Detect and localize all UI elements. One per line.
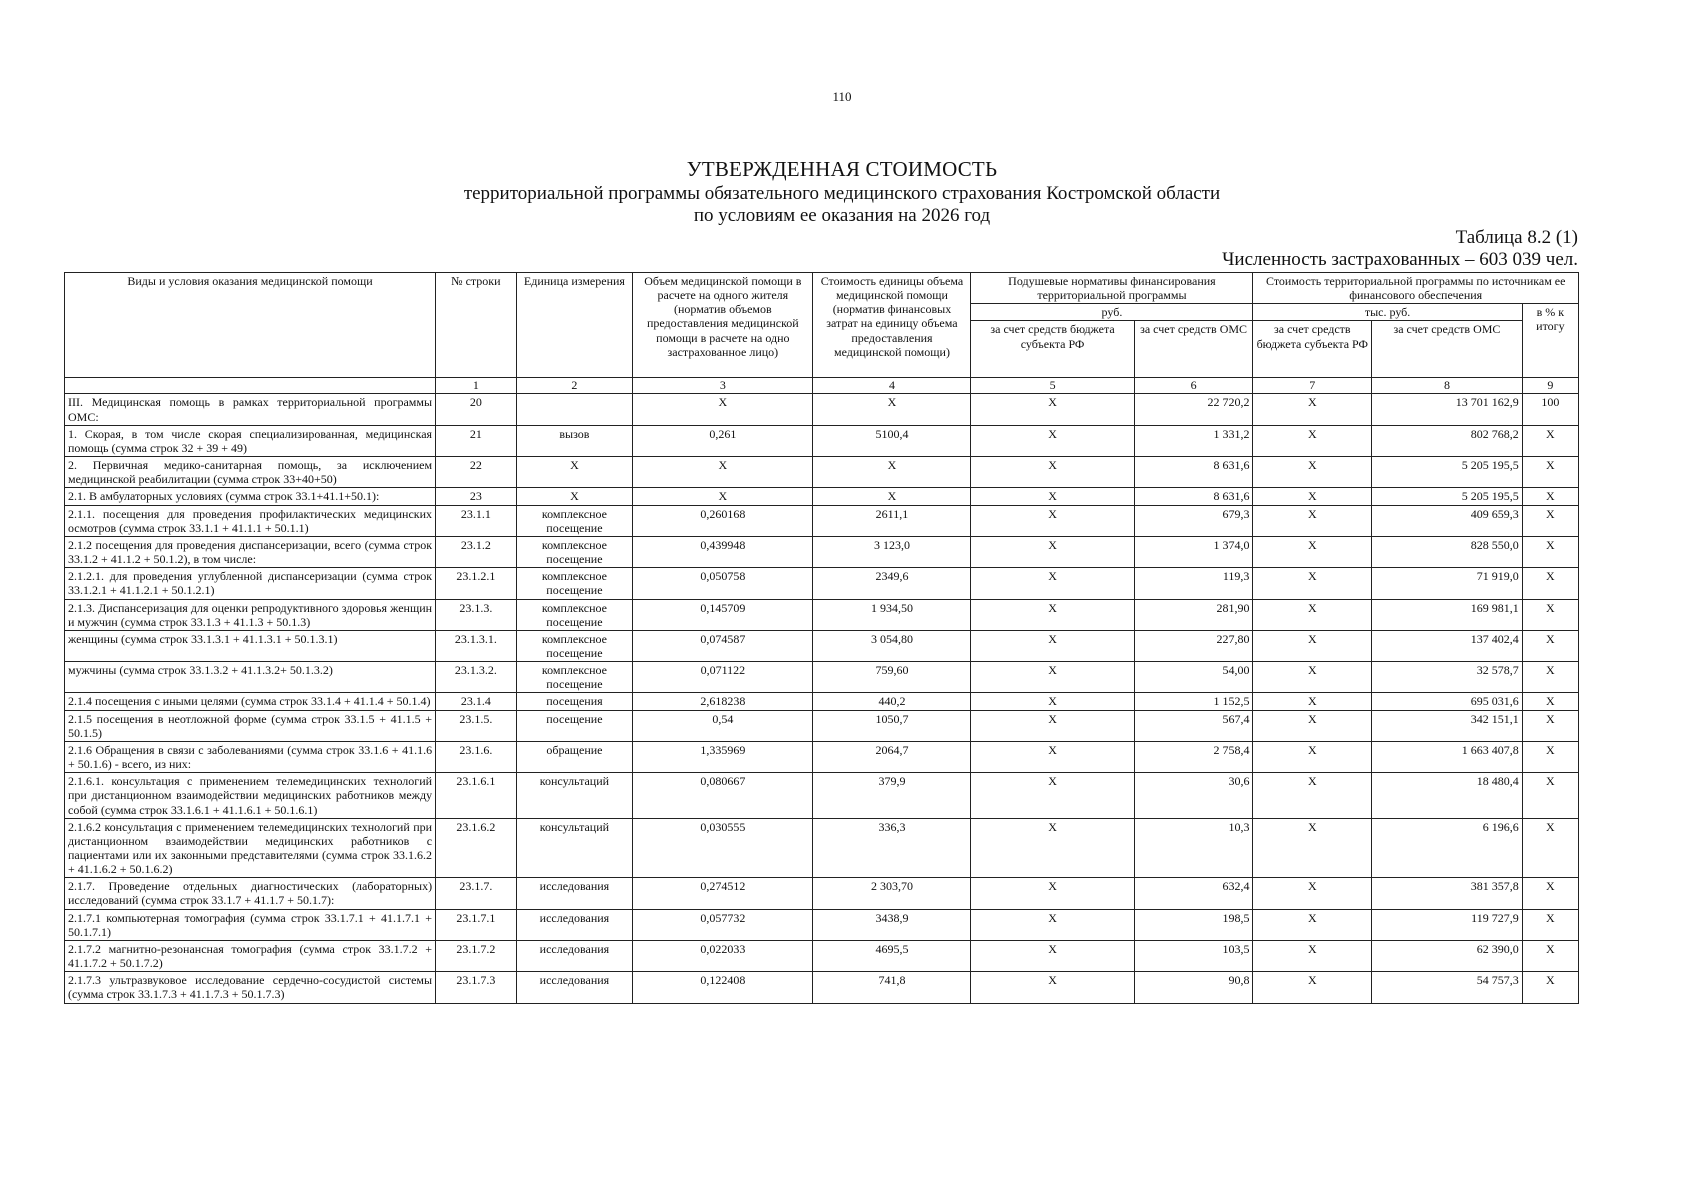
column-number: 3 <box>633 378 813 394</box>
row-pct-total: X <box>1522 630 1578 661</box>
row-budget-per-capita: X <box>971 425 1134 456</box>
row-oms-total: 381 357,8 <box>1372 878 1523 909</box>
header-pct-total: в % к итогу <box>1522 304 1578 378</box>
row-unit: X <box>516 488 633 505</box>
column-number: 1 <box>436 378 517 394</box>
row-budget-per-capita: X <box>971 818 1134 878</box>
row-unit-cost: X <box>813 394 971 425</box>
column-number: 5 <box>971 378 1134 394</box>
row-budget-per-capita: X <box>971 909 1134 940</box>
row-volume: 0,145709 <box>633 599 813 630</box>
row-volume: X <box>633 394 813 425</box>
row-budget-per-capita: X <box>971 773 1134 818</box>
row-pct-total: X <box>1522 878 1578 909</box>
row-name: 2.1.4 посещения с иными целями (сумма строк 33.1.4 + 41.1.4 + 50.1.4) <box>65 693 436 710</box>
row-pct-total: X <box>1522 972 1578 1003</box>
row-name: 2.1.7.2 магнитно-резонансная томография (сумма строк 33.1.7.2 + 41.1.7.2 + 50.1.7.2) <box>65 940 436 971</box>
row-unit-cost: 2611,1 <box>813 505 971 536</box>
row-budget-total: X <box>1253 710 1372 741</box>
row-volume: 0,022033 <box>633 940 813 971</box>
row-number: 23.1.7.1 <box>436 909 517 940</box>
row-budget-total: X <box>1253 630 1372 661</box>
table-row <box>65 710 1579 741</box>
row-oms-total: 6 196,6 <box>1372 818 1523 878</box>
header-oms-total: за счет средств ОМС <box>1372 321 1523 378</box>
row-unit: комплексное посещение <box>516 536 633 567</box>
row-name: 2.1.6.2 консультация с применением телемедицинских технологий при дистанционном взаимодействии медицинских работников с пациентами или их законными представителями (сумма строк 33.1.6.2 + 41.1.6.2 + 50.1.6.2) <box>65 818 436 878</box>
row-oms-per-capita: 8 631,6 <box>1134 488 1253 505</box>
document-subtitle-line1: территориальной программы обязательного медицинского страхования Костромской области <box>463 183 1221 204</box>
row-unit-cost: 2349,6 <box>813 568 971 599</box>
row-number: 22 <box>436 457 517 488</box>
row-budget-total: X <box>1253 693 1372 710</box>
row-number: 23.1.4 <box>436 693 517 710</box>
row-budget-total: X <box>1253 662 1372 693</box>
row-oms-total: 18 480,4 <box>1372 773 1523 818</box>
row-oms-per-capita: 567,4 <box>1134 710 1253 741</box>
row-unit: консультаций <box>516 773 633 818</box>
header-kind: Виды и условия оказания медицинской помощи <box>65 273 436 378</box>
header-row-no: № строки <box>436 273 517 378</box>
row-volume: 0,030555 <box>633 818 813 878</box>
row-name: 2.1.3. Диспансеризация для оценки репродуктивного здоровья женщин и мужчин (сумма строк 33.1.3 + 41.1.3 + 50.1.3) <box>65 599 436 630</box>
row-unit-cost: 2 303,70 <box>813 878 971 909</box>
table-row <box>65 818 1579 878</box>
row-oms-total: 13 701 162,9 <box>1372 394 1523 425</box>
row-pct-total: X <box>1522 773 1578 818</box>
row-number: 23.1.7. <box>436 878 517 909</box>
row-budget-total: X <box>1253 505 1372 536</box>
row-name: 2. Первичная медико-санитарная помощь, за исключением медицинской реабилитации (сумма строк 33+40+50) <box>65 457 436 488</box>
row-unit: посещение <box>516 710 633 741</box>
column-number-row <box>65 378 1579 394</box>
row-pct-total: X <box>1522 741 1578 772</box>
row-volume: X <box>633 488 813 505</box>
row-oms-per-capita: 632,4 <box>1134 878 1253 909</box>
row-oms-total: 828 550,0 <box>1372 536 1523 567</box>
row-budget-total: X <box>1253 940 1372 971</box>
header-unit-thous-rub: тыс. руб. <box>1253 304 1522 321</box>
row-number: 21 <box>436 425 517 456</box>
row-oms-per-capita: 103,5 <box>1134 940 1253 971</box>
row-oms-per-capita: 198,5 <box>1134 909 1253 940</box>
row-budget-per-capita: X <box>971 630 1134 661</box>
row-number: 23.1.7.2 <box>436 940 517 971</box>
row-pct-total: X <box>1522 710 1578 741</box>
row-oms-total: 62 390,0 <box>1372 940 1523 971</box>
row-oms-total: 5 205 195,5 <box>1372 457 1523 488</box>
row-budget-per-capita: X <box>971 693 1134 710</box>
row-budget-per-capita: X <box>971 568 1134 599</box>
row-oms-total: 119 727,9 <box>1372 909 1523 940</box>
row-oms-per-capita: 1 152,5 <box>1134 693 1253 710</box>
row-oms-per-capita: 1 331,2 <box>1134 425 1253 456</box>
row-volume: 2,618238 <box>633 693 813 710</box>
header-cost-unit: Стоимость единицы объема медицинской помощи (норматив финансовых затрат на единицу объема предоставления медицинской помощи) <box>813 273 971 378</box>
table-row <box>65 773 1579 818</box>
row-volume: 0,261 <box>633 425 813 456</box>
row-unit-cost: 336,3 <box>813 818 971 878</box>
row-budget-total: X <box>1253 972 1372 1003</box>
row-volume: 0,122408 <box>633 972 813 1003</box>
header-unit-rub: руб. <box>971 304 1253 321</box>
row-oms-per-capita: 1 374,0 <box>1134 536 1253 567</box>
row-oms-per-capita: 2 758,4 <box>1134 741 1253 772</box>
row-name: 2.1.5 посещения в неотложной форме (сумма строк 33.1.5 + 41.1.5 + 50.1.5) <box>65 710 436 741</box>
row-budget-per-capita: X <box>971 599 1134 630</box>
column-number: 6 <box>1134 378 1253 394</box>
row-budget-per-capita: X <box>971 662 1134 693</box>
row-name: 1. Скорая, в том числе скорая специализированная, медицинская помощь (сумма строк 32 + 39 + 49) <box>65 425 436 456</box>
header-volume: Объем медицинской помощи в расчете на одного жителя (норматив объемов предоставления медицинской помощи в расчете на одно застрахованное лицо) <box>633 273 813 378</box>
header-oms: за счет средств ОМС <box>1134 321 1253 378</box>
row-name: 2.1.7.3 ультразвуковое исследование сердечно-сосудистой системы (сумма строк 33.1.7.3 + 41.1.7.3 + 50.1.7.3) <box>65 972 436 1003</box>
row-budget-per-capita: X <box>971 457 1134 488</box>
column-number-blank <box>65 378 436 394</box>
row-unit: обращение <box>516 741 633 772</box>
document-subtitle-line2: по условиям ее оказания на 2026 год <box>693 205 991 226</box>
row-name: 2.1.6 Обращения в связи с заболеваниями (сумма строк 33.1.6 + 41.1.6 + 50.1.6) - всего, из них: <box>65 741 436 772</box>
table-row <box>65 425 1579 456</box>
row-oms-total: 342 151,1 <box>1372 710 1523 741</box>
row-unit: комплексное посещение <box>516 599 633 630</box>
row-volume: 0,080667 <box>633 773 813 818</box>
row-oms-per-capita: 679,3 <box>1134 505 1253 536</box>
row-volume: 0,439948 <box>633 536 813 567</box>
row-oms-per-capita: 119,3 <box>1134 568 1253 599</box>
row-oms-per-capita: 227,80 <box>1134 630 1253 661</box>
row-unit-cost: 1050,7 <box>813 710 971 741</box>
row-pct-total: X <box>1522 599 1578 630</box>
row-unit-cost: 379,9 <box>813 773 971 818</box>
row-unit: исследования <box>516 972 633 1003</box>
row-oms-total: 5 205 195,5 <box>1372 488 1523 505</box>
table-row <box>65 878 1579 909</box>
header-budget-rf-total: за счет средств бюджета субъекта РФ <box>1253 321 1372 378</box>
table-row <box>65 741 1579 772</box>
row-number: 23 <box>436 488 517 505</box>
row-name: мужчины (сумма строк 33.1.3.2 + 41.1.3.2+ 50.1.3.2) <box>65 662 436 693</box>
row-oms-per-capita: 22 720,2 <box>1134 394 1253 425</box>
table-row <box>65 488 1579 505</box>
row-oms-total: 137 402,4 <box>1372 630 1523 661</box>
column-number: 7 <box>1253 378 1372 394</box>
row-unit-cost: 2064,7 <box>813 741 971 772</box>
row-oms-total: 71 919,0 <box>1372 568 1523 599</box>
row-number: 23.1.3.1. <box>436 630 517 661</box>
row-unit: посещения <box>516 693 633 710</box>
row-name: 2.1.2.1. для проведения углубленной диспансеризации (сумма строк 33.1.2.1 + 41.1.2.1 + 50.1.2.1) <box>65 568 436 599</box>
row-oms-total: 409 659,3 <box>1372 505 1523 536</box>
row-budget-per-capita: X <box>971 536 1134 567</box>
row-number: 23.1.7.3 <box>436 972 517 1003</box>
row-unit-cost: 4695,5 <box>813 940 971 971</box>
row-volume: 0,260168 <box>633 505 813 536</box>
row-name: 2.1.2 посещения для проведения диспансеризации, всего (сумма строк 33.1.2 + 41.1.2 + 50.1.2), в том числе: <box>65 536 436 567</box>
row-budget-per-capita: X <box>971 505 1134 536</box>
row-budget-total: X <box>1253 488 1372 505</box>
row-oms-per-capita: 281,90 <box>1134 599 1253 630</box>
row-volume: 0,071122 <box>633 662 813 693</box>
column-number: 9 <box>1522 378 1578 394</box>
row-name: 2.1.7.1 компьютерная томография (сумма строк 33.1.7.1 + 41.1.7.1 + 50.1.7.1) <box>65 909 436 940</box>
row-number: 23.1.2 <box>436 536 517 567</box>
row-budget-per-capita: X <box>971 940 1134 971</box>
row-unit-cost: 741,8 <box>813 972 971 1003</box>
row-budget-total: X <box>1253 909 1372 940</box>
table-row <box>65 940 1579 971</box>
row-volume: 1,335969 <box>633 741 813 772</box>
row-oms-total: 1 663 407,8 <box>1372 741 1523 772</box>
row-pct-total: X <box>1522 909 1578 940</box>
row-pct-total: X <box>1522 693 1578 710</box>
row-budget-total: X <box>1253 568 1372 599</box>
row-unit: комплексное посещение <box>516 630 633 661</box>
row-number: 23.1.3.2. <box>436 662 517 693</box>
row-budget-per-capita: X <box>971 972 1134 1003</box>
row-unit-cost: 440,2 <box>813 693 971 710</box>
row-pct-total: X <box>1522 457 1578 488</box>
header-unit: Единица измерения <box>516 273 633 378</box>
row-budget-total: X <box>1253 878 1372 909</box>
row-oms-total: 32 578,7 <box>1372 662 1523 693</box>
row-unit-cost: 3438,9 <box>813 909 971 940</box>
column-number: 8 <box>1372 378 1523 394</box>
row-budget-total: X <box>1253 536 1372 567</box>
row-number: 23.1.6. <box>436 741 517 772</box>
row-budget-total: X <box>1253 773 1372 818</box>
row-pct-total: X <box>1522 568 1578 599</box>
row-unit-cost: 5100,4 <box>813 425 971 456</box>
row-pct-total: 100 <box>1522 394 1578 425</box>
row-unit: комплексное посещение <box>516 662 633 693</box>
row-number: 23.1.1 <box>436 505 517 536</box>
row-unit: комплексное посещение <box>516 568 633 599</box>
row-oms-total: 802 768,2 <box>1372 425 1523 456</box>
row-oms-total: 695 031,6 <box>1372 693 1523 710</box>
row-unit-cost: 759,60 <box>813 662 971 693</box>
header-budget-rf: за счет средств бюджета субъекта РФ <box>971 321 1134 378</box>
table-row <box>65 599 1579 630</box>
row-pct-total: X <box>1522 425 1578 456</box>
row-name: 2.1.6.1. консультация с применением телемедицинских технологий при дистанционном взаимодействии медицинских работников между собой (сумма строк 33.1.6.1 + 41.1.6.1 + 50.1.6.1) <box>65 773 436 818</box>
table-row <box>65 693 1579 710</box>
row-unit: исследования <box>516 878 633 909</box>
row-pct-total: X <box>1522 488 1578 505</box>
row-oms-per-capita: 8 631,6 <box>1134 457 1253 488</box>
row-name: III. Медицинская помощь в рамках территориальной программы ОМС: <box>65 394 436 425</box>
row-number: 23.1.6.1 <box>436 773 517 818</box>
table-row <box>65 568 1579 599</box>
header-group-cost: Стоимость территориальной программы по источникам ее финансового обеспечения <box>1253 273 1579 304</box>
row-unit: исследования <box>516 909 633 940</box>
column-number: 2 <box>516 378 633 394</box>
row-pct-total: X <box>1522 662 1578 693</box>
document-title: УТВЕРЖДЕННАЯ СТОИМОСТЬ <box>686 157 998 181</box>
row-name: 2.1.1. посещения для проведения профилактических медицинских осмотров (сумма строк 33.1.1 + 41.1.1 + 50.1.1) <box>65 505 436 536</box>
row-unit: комплексное посещение <box>516 505 633 536</box>
cost-table <box>64 272 1579 1004</box>
row-budget-total: X <box>1253 818 1372 878</box>
row-budget-total: X <box>1253 599 1372 630</box>
table-row <box>65 394 1579 425</box>
row-unit: X <box>516 457 633 488</box>
header-group-per-capita: Подушевые нормативы финансирования территориальной программы <box>971 273 1253 304</box>
row-budget-total: X <box>1253 425 1372 456</box>
row-number: 20 <box>436 394 517 425</box>
insured-count: Численность застрахованных – 603 039 чел. <box>1222 249 1578 270</box>
row-number: 23.1.6.2 <box>436 818 517 878</box>
table-row <box>65 536 1579 567</box>
row-volume: 0,54 <box>633 710 813 741</box>
row-oms-total: 169 981,1 <box>1372 599 1523 630</box>
row-number: 23.1.3. <box>436 599 517 630</box>
row-volume: 0,057732 <box>633 909 813 940</box>
row-budget-total: X <box>1253 457 1372 488</box>
row-unit-cost: 3 123,0 <box>813 536 971 567</box>
row-unit: вызов <box>516 425 633 456</box>
row-volume: 0,074587 <box>633 630 813 661</box>
page-number: 110 <box>832 89 852 104</box>
row-volume: X <box>633 457 813 488</box>
row-budget-total: X <box>1253 394 1372 425</box>
row-budget-total: X <box>1253 741 1372 772</box>
row-budget-per-capita: X <box>971 741 1134 772</box>
row-oms-per-capita: 54,00 <box>1134 662 1253 693</box>
row-unit-cost: 1 934,50 <box>813 599 971 630</box>
table-row <box>65 505 1579 536</box>
table-row <box>65 457 1579 488</box>
row-number: 23.1.5. <box>436 710 517 741</box>
row-number: 23.1.2.1 <box>436 568 517 599</box>
column-number: 4 <box>813 378 971 394</box>
row-name: 2.1.7. Проведение отдельных диагностических (лабораторных) исследований (сумма строк 33.1.7 + 41.1.7 + 50.1.7): <box>65 878 436 909</box>
row-pct-total: X <box>1522 505 1578 536</box>
table-row <box>65 630 1579 661</box>
row-budget-per-capita: X <box>971 878 1134 909</box>
row-pct-total: X <box>1522 940 1578 971</box>
row-budget-per-capita: X <box>971 394 1134 425</box>
row-oms-per-capita: 10,3 <box>1134 818 1253 878</box>
row-unit: исследования <box>516 940 633 971</box>
row-oms-per-capita: 90,8 <box>1134 972 1253 1003</box>
row-volume: 0,274512 <box>633 878 813 909</box>
row-unit-cost: X <box>813 457 971 488</box>
table-row <box>65 972 1579 1003</box>
row-pct-total: X <box>1522 818 1578 878</box>
row-pct-total: X <box>1522 536 1578 567</box>
row-oms-total: 54 757,3 <box>1372 972 1523 1003</box>
row-volume: 0,050758 <box>633 568 813 599</box>
table-row <box>65 662 1579 693</box>
row-unit: консультаций <box>516 818 633 878</box>
row-unit-cost: X <box>813 488 971 505</box>
row-unit-cost: 3 054,80 <box>813 630 971 661</box>
row-name: 2.1. В амбулаторных условиях (сумма строк 33.1+41.1+50.1): <box>65 488 436 505</box>
row-unit <box>516 394 633 425</box>
table-row <box>65 909 1579 940</box>
row-name: женщины (сумма строк 33.1.3.1 + 41.1.3.1 + 50.1.3.1) <box>65 630 436 661</box>
row-budget-per-capita: X <box>971 488 1134 505</box>
row-oms-per-capita: 30,6 <box>1134 773 1253 818</box>
table-label: Таблица 8.2 (1) <box>1455 227 1578 248</box>
row-budget-per-capita: X <box>971 710 1134 741</box>
